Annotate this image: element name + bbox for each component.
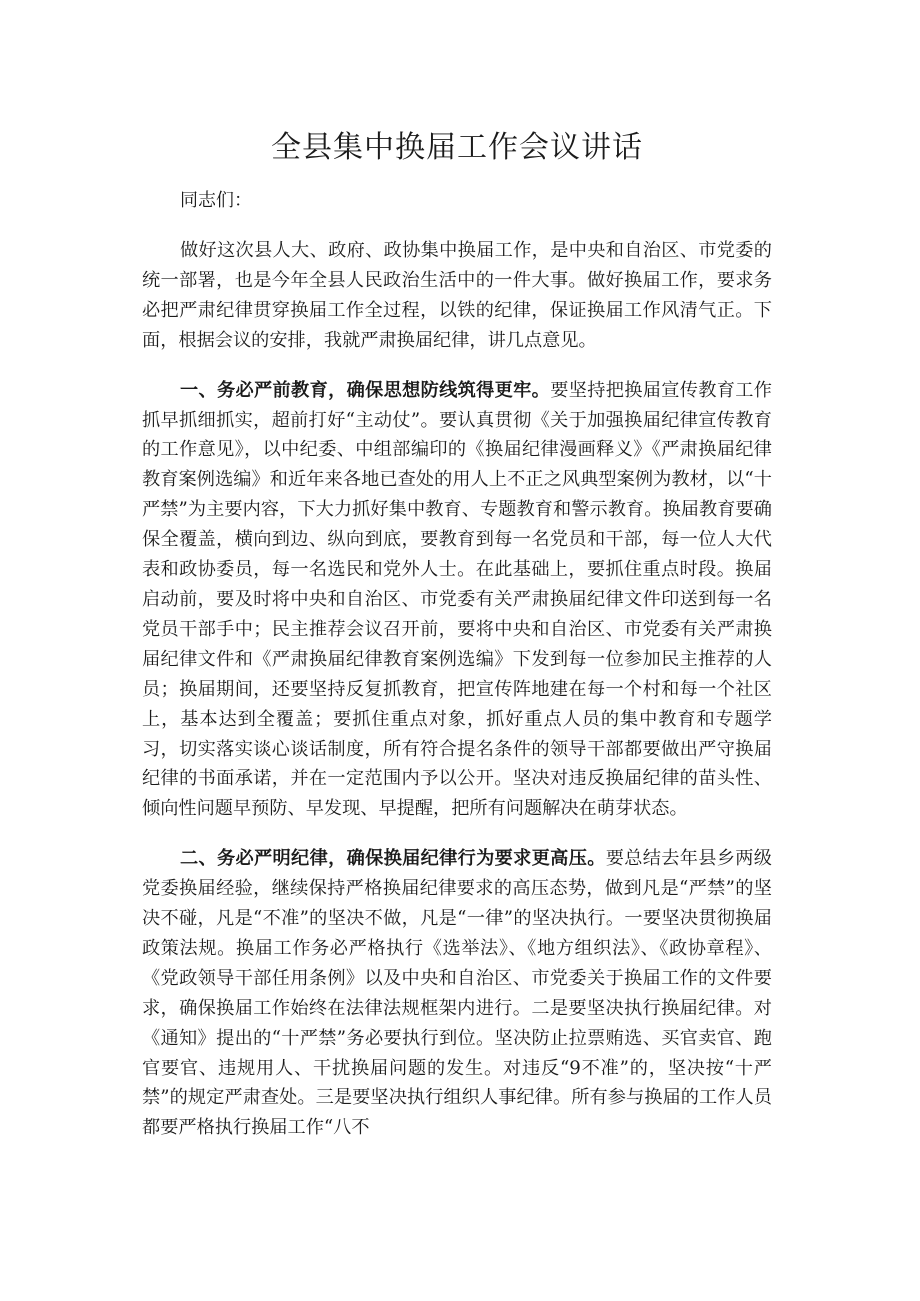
section-1-paragraph (142, 376, 772, 825)
section-2-heading: 二、务必严明纪律，确保换届纪律行为要求更高压。 (180, 848, 606, 870)
document-page (142, 124, 772, 1163)
section-1-body: 要坚持把换届宣传教育工作抓早抓细抓实，超前打好“主动仗”。要认真贯彻《关于加强换届纪律宣传教育的工作意见》，以中纪委、中组部编印的《换届纪律漫画释义》《严肃换届纪律教育案例选编》和近年来各地已查处的用人上不正之风典型案例为教材，以“十严禁”为主要内容，下大力抓好集中教育、专题教育和警示教育。换届教育要确保全覆盖，横向到边、纵向到底，要教育到每一名党员和干部，每一位人大代表和政协委员，每一名选民和党外人士。在此基础上，要抓住重点时段。换届启动前，要及时将中央和自治区、市党委有关严肃换届纪律文件印送到每一名党员干部手中；民主推荐会议召开前，要将中央和自治区、市党委有关严肃换届纪律文件和《严肃换届纪律教育案例选编》下发到每一位参加民主推荐的人员；换届期间，还要坚持反复抓教育，把宣传阵地建在每一个村和每一个社区上，基本达到全覆盖；要抓住重点对象，抓好重点人员的集中教育和专题学习，切实落实谈心谈话制度，所有符合提名条件的领导干部都要做出严守换届纪律的书面承诺，并在一定范围内予以公开。坚决对违反换届纪律的苗头性、倾向性问题早预防、早发现、早提醒，把所有问题解决在萌芽状态。 (142, 379, 772, 820)
section-2-body: 要总结去年县乡两级党委换届经验，继续保持严格换届纪律要求的高压态势，做到凡是“严禁”的坚决不碰，凡是“不准”的坚决不做，凡是“一律”的坚决执行。一要坚决贯彻换届政策法规。换届工作务必严格执行《选举法》、《地方组织法》、《政协章程》、《党政领导干部任用条例》以及中央和自治区、市党委关于换届工作的文件要求，确保换届工作始终在法律法规框架内进行。二是要坚决执行换届纪律。对《通知》提出的“十严禁”务必要执行到位。坚决防止拉票贿选、买官卖官、跑官要官、违规用人、干扰换届问题的发生。对违反“9不准”的，坚决按“十严禁”的规定严肃查处。三是要坚决执行组织人事纪律。所有参与换届的工作人员都要严格执行换届工作“八不 (142, 848, 772, 1139)
document-title: 全县集中换届工作会议讲话 (271, 130, 643, 165)
intro-paragraph: 做好这次县人大、政府、政协集中换届工作，是中央和自治区、市党委的统一部署，也是今年全县人民政治生活中的一件大事。做好换届工作，要求务必把严肃纪律贯穿换届工作全过程，以铁的纪律，保证换届工作风清气正。下面，根据会议的安排，我就严肃换届纪律，讲几点意见。 (142, 240, 772, 351)
salutation: 同志们： (180, 190, 252, 211)
section-2-paragraph (142, 844, 772, 1143)
section-1-heading: 一、务必严前教育，确保思想防线筑得更牢。 (180, 379, 551, 401)
